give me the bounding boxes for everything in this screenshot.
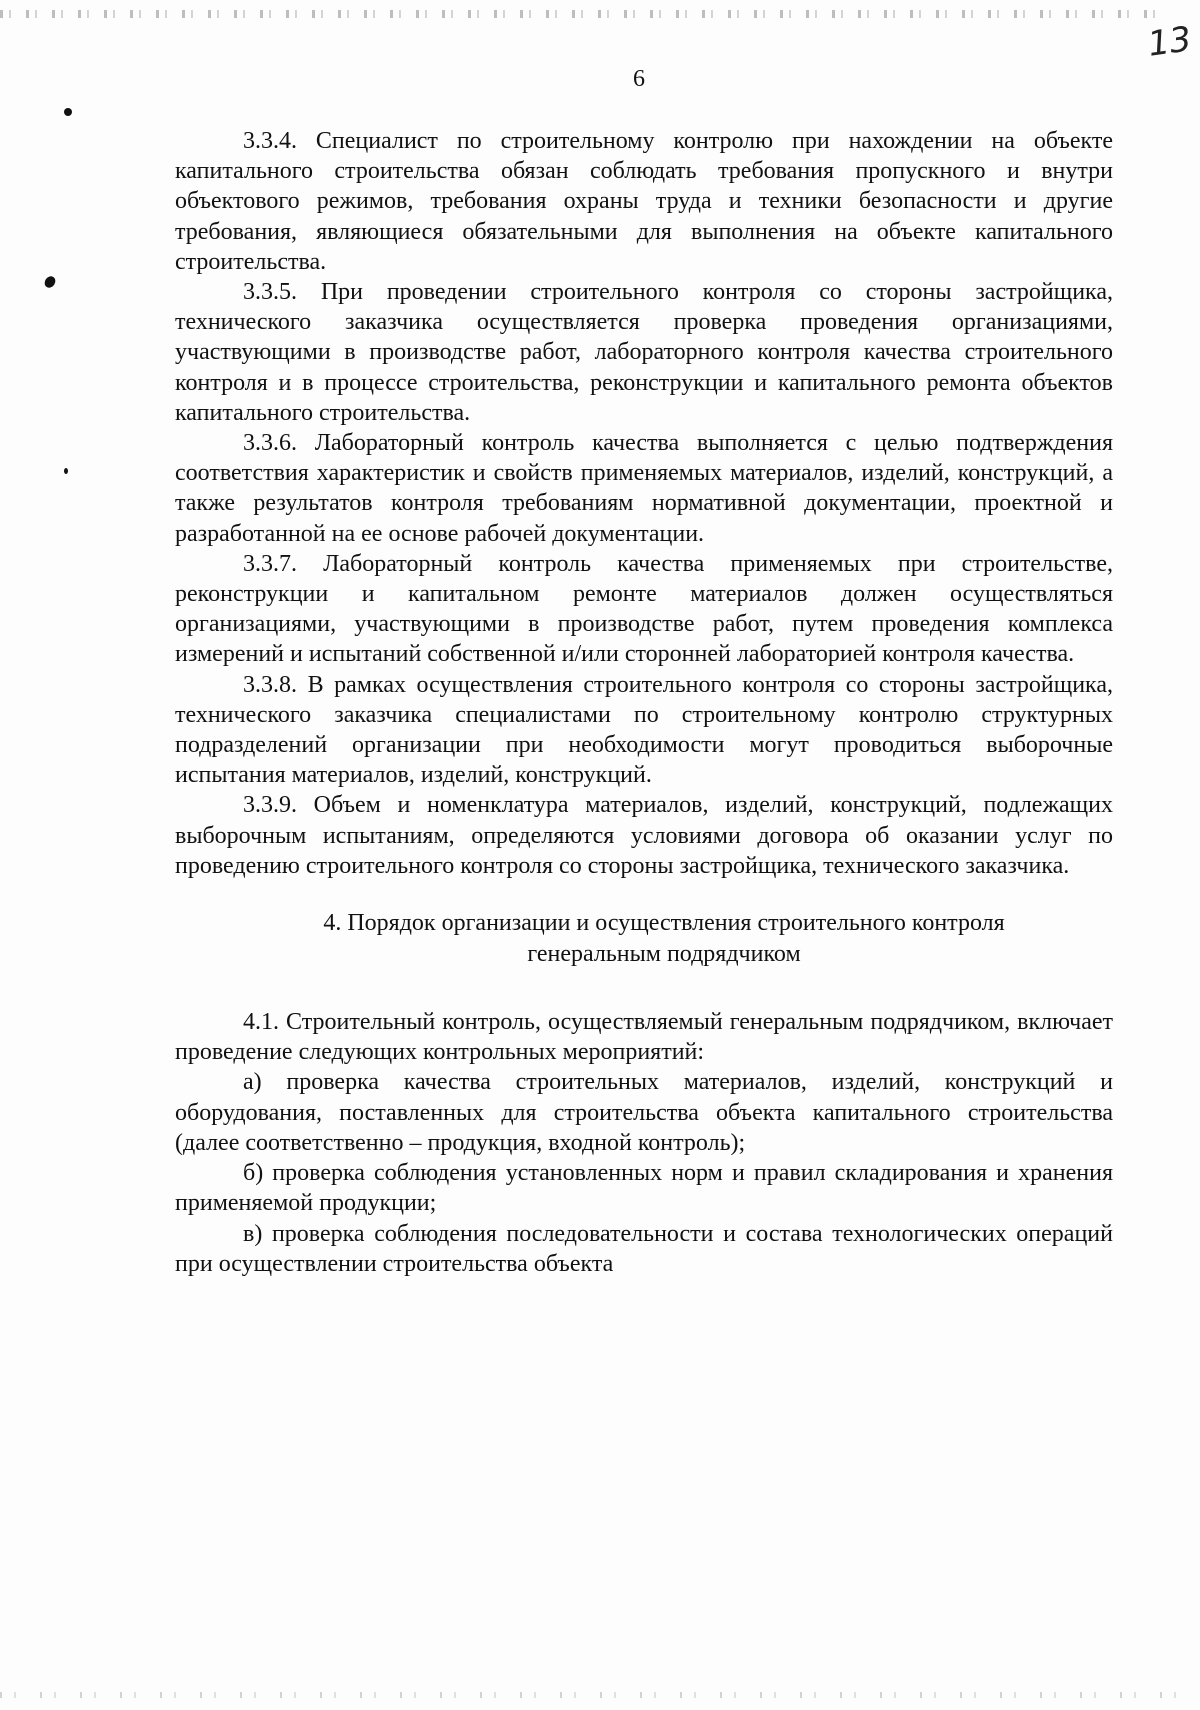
list-item-b: б) проверка соблюдения установленных норм и правил складирования и хранения применяемой продукции; xyxy=(175,1160,1113,1217)
paragraph-3-3-4: 3.3.4. Специалист по строительному контролю при нахождении на объекте капитального строительства обязан соблюдать требования пропускного и внутри объектового режимов, требования охраны труда и техники безопасности и другие требования, являющиеся обязательными для выполнения на объекте капитального строительства. xyxy=(175,128,1113,275)
list-item-a: а) проверка качества строительных материалов, изделий, конструкций и оборудования, поставленных для строительства объекта капитального строительства (далее соответственно – продукция, входной контроль); xyxy=(175,1069,1113,1156)
scan-dot-mark xyxy=(64,468,68,474)
paragraph-3-3-9: 3.3.9. Объем и номенклатура материалов, изделий, конструкций, подлежащих выборочным испытаниям, определяются условиями договора об оказании услуг по проведению строительного контроля со стороны застройщика, технического заказчика. xyxy=(175,792,1113,879)
page-number: 6 xyxy=(633,66,645,92)
paragraph-3-3-6: 3.3.6. Лабораторный контроль качества выполняется с целью подтверждения соответствия характеристик и свойств применяемых материалов, изделий, конструкций, а также результатов контроля требованиям нормативной документации, проектной и разработанной на ее основе рабочей документации. xyxy=(175,430,1113,547)
handwritten-page-mark: 13 xyxy=(1145,19,1194,65)
paragraph-4-1: 4.1. Строительный контроль, осуществляемый генеральным подрядчиком, включает проведение следующих контрольных мероприятий: xyxy=(175,1009,1113,1066)
paragraph-3-3-5: 3.3.5. При проведении строительного контроля со стороны застройщика, технического заказчика осуществляется проверка проведения организациями, участвующими в производстве работ, лабораторного контроля качества строительного контроля и в процессе строительства, реконструкции и капитального ремонта объектов капитального строительства. xyxy=(175,279,1113,426)
section-4-heading xyxy=(175,881,1113,1007)
paragraph-3-3-7: 3.3.7. Лабораторный контроль качества применяемых при строительстве, реконструкции и капитальном ремонте материалов должен осуществляться организациями, участвующими в производстве работ, путем проведения комплекса измерений и испытаний собственной и/или сторонней лабораторией контроля качества. xyxy=(175,550,1113,668)
section-4-heading-line1: 4. Порядок организации и осуществления строительного контроля xyxy=(323,910,1005,937)
document-body xyxy=(175,126,1113,1279)
section-4-heading-line2: генеральным подрядчиком xyxy=(527,940,801,967)
scan-edge-artifact-top xyxy=(0,10,1160,18)
paragraph-3-3-8: 3.3.8. В рамках осуществления строительного контроля со стороны застройщика, технического заказчика специалистами по строительному контролю структурных подразделений организации при необходимости могут проводиться выборочные испытания материалов, изделий, конструкций. xyxy=(175,671,1113,789)
scan-dot-mark xyxy=(42,274,57,290)
list-item-v: в) проверка соблюдения последовательности и состава технологических операций при осуществлении строительства объекта xyxy=(175,1220,1113,1277)
scan-edge-artifact-bottom xyxy=(0,1692,1200,1698)
scan-dot-mark xyxy=(64,108,72,116)
